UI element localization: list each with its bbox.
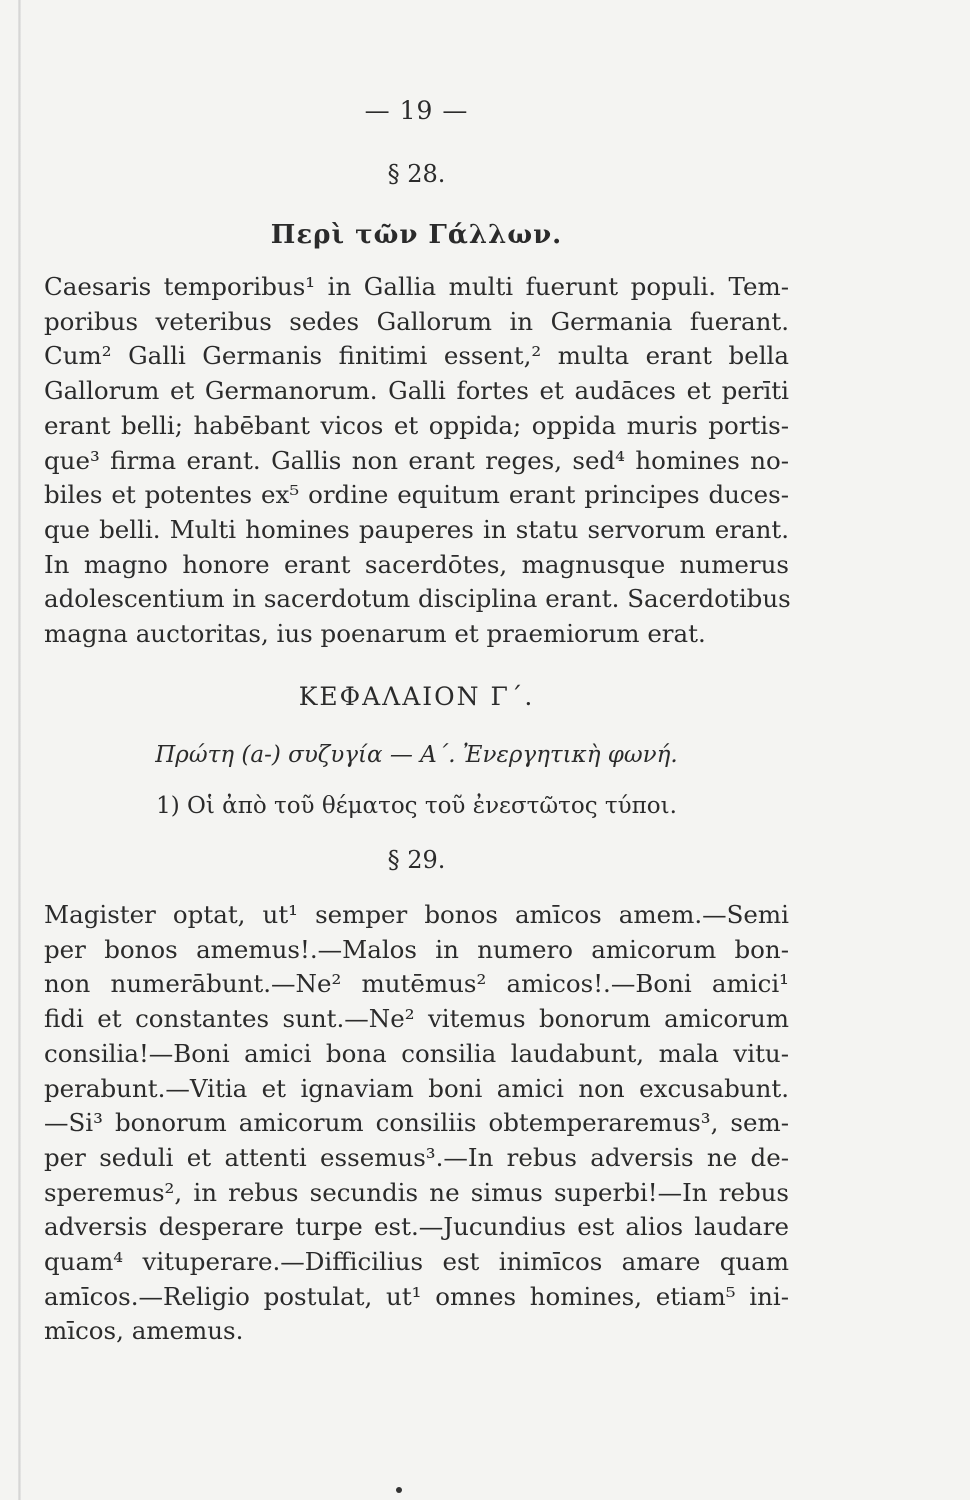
book-page [44,0,789,1500]
paragraph-line: biles et potentes ex⁵ ordine equitum erant principes duces- [44,480,789,510]
print-dot-mark [396,1487,402,1493]
paragraph-line: —Si³ bonorum amicorum consiliis obtemperaremus³, sem- [44,1108,789,1138]
section-29-mark: § 29. [387,846,446,874]
stem-forms-subheading: 1) Οἱ ἀπὸ τοῦ θέματος τοῦ ἐνεστῶτος τύποι. [156,793,677,819]
paragraph-line: per bonos amemus!.—Malos in numero amicorum bon- [44,934,789,964]
paragraph-line: mīcos, amemus. [44,1316,244,1346]
section-28-paragraph [44,270,789,652]
paragraph-line: consilia!—Boni amici bona consilia laudabunt, mala vitu- [44,1038,789,1068]
paragraph-line: Gallorum et Germanorum. Galli fortes et audāces et perīti [44,376,789,406]
paragraph-line: que belli. Multi homines pauperes in statu servorum erant. [44,514,789,544]
paragraph-line: non numerābunt.—Ne² mutēmus² amicos!.—Boni amici¹ [44,969,789,999]
conjugation-heading: Πρώτη (a-) συζυγία — Α΄. Ἐνεργητικὴ φωνή. [155,742,678,768]
paragraph-line: Cum² Galli Germanis finitimi essent,² multa erant bella [44,341,789,371]
paragraph-line: amīcos.—Religio postulat, ut¹ omnes homines, etiam⁵ ini- [44,1281,789,1311]
paragraph-line: que³ firma erant. Gallis non erant reges, sed⁴ homines no- [44,445,789,475]
paragraph-line: In magno honore erant sacerdōtes, magnusque numerus [44,549,789,579]
chapter-title: ΚΕΦΑΛΑΙΟΝ Γ΄. [298,682,535,711]
section-28-heading: Περὶ τῶν Γάλλων. [270,220,563,250]
paragraph-line: speremus², in rebus secundis ne simus superbi!—In rebus [44,1177,789,1207]
paragraph-line: adversis desperare turpe est.—Jucundius est alios laudare [44,1212,789,1242]
section-29-paragraph [44,898,789,1349]
paragraph-line: per seduli et attenti essemus³.—In rebus adversis ne de- [44,1142,789,1172]
page-fold-shadow [18,0,21,1500]
paragraph-line: Magister optat, ut¹ semper bonos amīcos amem.—Semi [44,900,789,929]
section-28-mark: § 28. [387,160,446,188]
paragraph-line: perabunt.—Vitia et ignaviam boni amici non excusabunt. [44,1073,789,1103]
paragraph-line: magna auctoritas, ius poenarum et praemiorum erat. [44,619,706,649]
paragraph-line: erant belli; habēbant vicos et oppida; oppida muris portis- [44,410,789,440]
paragraph-line: quam⁴ vituperare.—Difficilius est inimīcos amare quam [44,1247,789,1277]
paragraph-line: adolescentium in sacerdotum disciplina erant. Sacerdotibus [44,584,791,614]
paragraph-line: poribus veteribus sedes Gallorum in Germania fuerant. [44,306,789,336]
paragraph-line: Caesaris temporibus¹ in Gallia multi fuerunt populi. Tem- [44,272,789,301]
page-number: — 19 — [364,96,469,125]
paragraph-line: fidi et constantes sunt.—Ne² vitemus bonorum amicorum [44,1004,789,1034]
